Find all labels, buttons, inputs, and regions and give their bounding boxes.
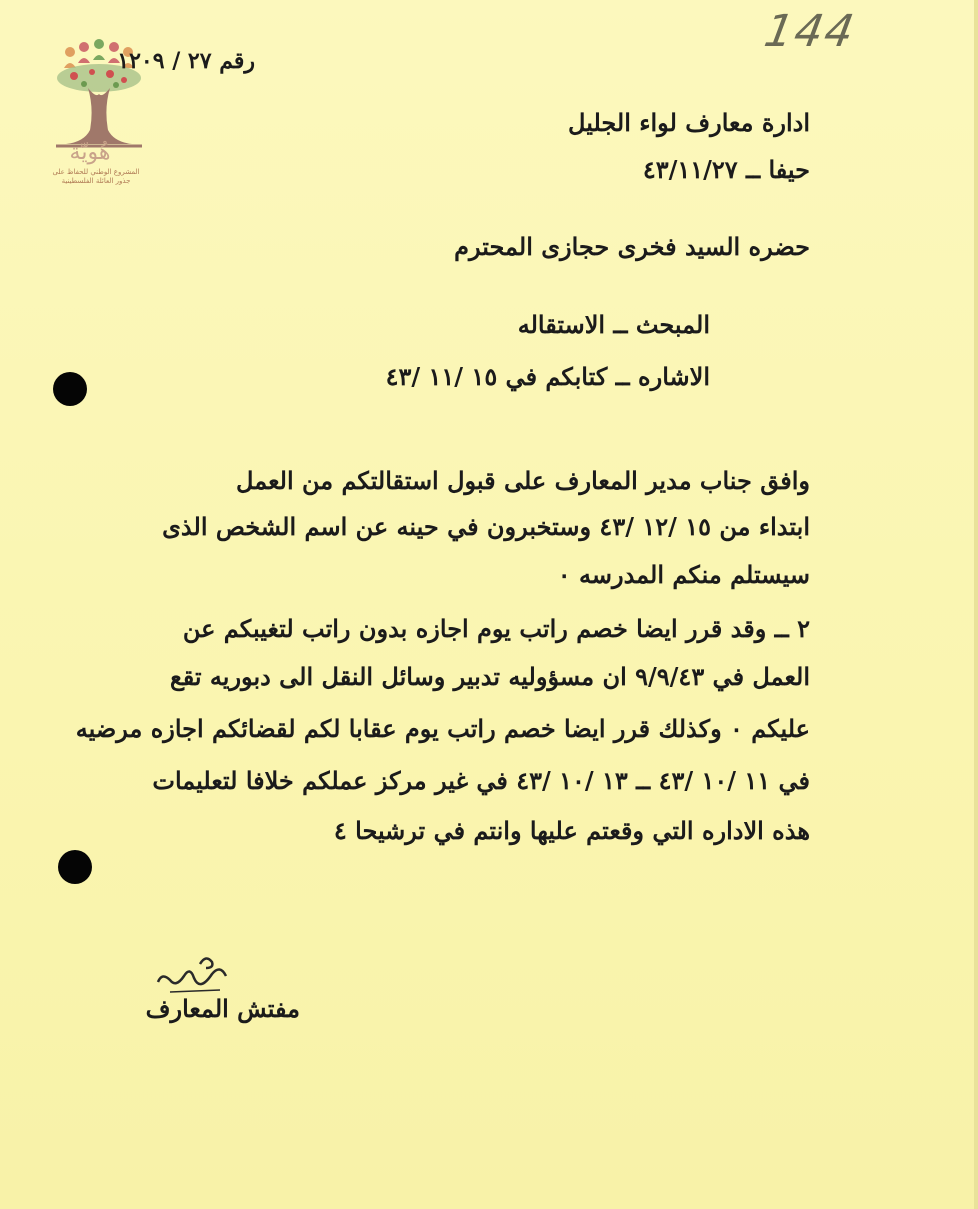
body-line-7: في ١١ /١٠ /٤٣ ــ ١٣ /١٠ /٤٣ في غير مركز عملكم خلافا لتعليمات <box>152 766 810 795</box>
place-date: حيفا ــ ٤٣/١١/٢٧ <box>642 155 810 184</box>
page-number: 144 <box>760 6 860 57</box>
signature-title: مفتش المعارف <box>145 994 300 1023</box>
body-line-6: عليكم ٠ وكذلك قرر ايضا خصم راتب يوم عقابا لكم لقضائكم اجازه مرضيه <box>75 714 810 743</box>
subject-line: المبحث ــ الاستقاله <box>517 310 710 339</box>
body-line-3: سيستلم منكم المدرسه ٠ <box>557 560 810 589</box>
logo-caption-line2: جذور العائلة الفلسطينية <box>61 177 131 185</box>
logo-caption-line1: المشروع الوطني للحفاظ على <box>52 168 140 176</box>
body-line-4: ٢ ــ وقد قرر ايضا خصم راتب يوم اجازه بدون راتب لتغيبكم عن <box>182 614 810 643</box>
logo-caption <box>42 168 150 186</box>
page-edge <box>974 0 978 1209</box>
punch-hole <box>58 850 92 884</box>
body-line-1: وافق جناب مدير المعارف على قبول استقالتكم من العمل <box>236 466 810 495</box>
addressee: حضره السيد فخرى حجازى المحترم <box>454 232 810 261</box>
office-name: ادارة معارف لواء الجليل <box>568 108 810 137</box>
body-line-8: هذه الاداره التي وقعتم عليها وانتم في ترشيحا ٤ <box>333 816 810 845</box>
reference-number: رقم ٢٧ / ١٢٠٩ <box>117 48 255 74</box>
punch-hole <box>53 372 87 406</box>
body-line-2: ابتداء من ١٥ /١٢ /٤٣ وستخبرون في حينه عن اسم الشخص الذى <box>162 512 810 541</box>
logo-name: هُويّة <box>69 140 111 165</box>
reference-line: الاشاره ــ كتابكم في ١٥ /١١ /٤٣ <box>385 362 710 391</box>
body-line-5: العمل في ٩/٩/٤٣ ان مسؤوليه تدبير وسائل النقل الى دبوريه تقع <box>169 662 810 691</box>
